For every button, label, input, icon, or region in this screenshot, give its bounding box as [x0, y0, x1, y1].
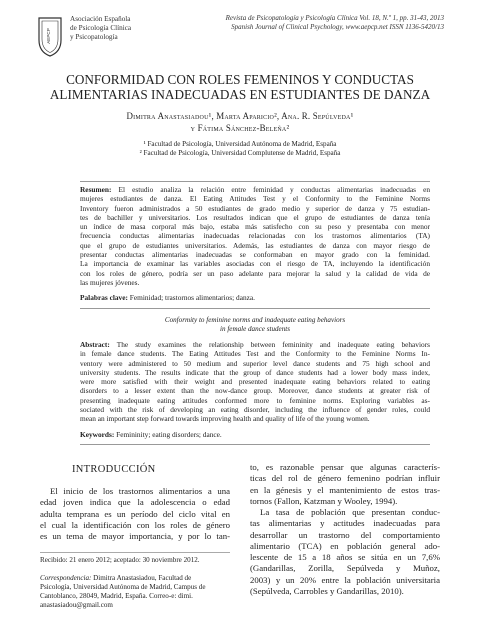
association-name: Asociación Española de Psicología Clínica y Psicopatología [70, 15, 132, 41]
correspondence-note: Correspondencia: Dimitra Anastasiadou, Facultad de Psicología, Universidad Autónoma de Madrid, Campus de Cantoblanco, 28049, Madrid, España. Correo-e: dimi. anastasiadou@gmail.com [40, 574, 230, 610]
abstract-divider-top [80, 181, 430, 182]
english-keywords: Keywords: Femininity; eating disorders; dance. [80, 430, 222, 439]
abstract-label: Abstract: [80, 340, 110, 349]
abstract-divider-bottom [80, 444, 430, 445]
affiliations: ¹ Facultad de Psicología, Universidad Autónoma de Madrid, España ² Facultad de Psicología, Universidad Complutense de Madrid, España [139, 140, 341, 158]
resumen-label: Resumen: [80, 185, 112, 194]
english-abstract: Abstract: The study examines the relationship between femininity and inadequate eating behaviors in female dance students. The Eating Attitudes Test and the Conformity to the Feminine Norms In- ventory were administered to 50 medium and superior level dance students and 75 high school and university students. The results indicate that the group of dance students had a lower body mass index, were more satisfied with their weight and presented inadequate eating behaviors related to eating disorders to a lesser extent than the now-dance group. Moreover, dance students at greater risk of presenting inadequate eating attitudes conformed more to feminine norms. Exploring variables as- sociated with the risk of developing an eating disorder, including the influence of gender roles, could mean an important step forward towards improving health and quality of life of the young women. [80, 340, 430, 424]
association-seal-icon [36, 14, 64, 58]
spanish-keywords: Palabras clave: Feminidad; trastornos alimentarios; danza. [80, 293, 255, 302]
footnote-divider [40, 552, 230, 553]
intro-right-column: to, es razonable pensar que algunas caracterís- ticas del rol de género femenino podrían influir en la génesis y el mantenimiento de estos tras- tornos (Fallon, Katzman y Wooley, 1994). La tasa de población que presentan conduc- tas alimentarias y actitudes inadecuadas para desarrollar un trastorno del comportamiento alimentario (TCA) en población general ado- lescente de 15 a 18 años se sitúa en un 7,6% (Gandarillas, Zorilla, Sepúlveda y Muñoz, 2003) y un 20% entre la población universitaria (Sepúlveda, Carrobles y Gandarillas, 2010). [250, 462, 440, 596]
abstract-divider-mid [80, 308, 430, 309]
contact-email: anastasiadou@gmail.com [40, 601, 113, 609]
article-title: CONFORMIDAD CON ROLES FEMENINOS Y CONDUCTAS ALIMENTARIAS INADECUADAS EN ESTUDIANTES DE DANZA [49, 72, 431, 102]
intro-left-column: El inicio de los trastornos alimentarios a una edad joven indica que la adolescencia o edad adulta temprana es un período del ciclo vital en el cual la identificación con los roles de género es un tema de mayor importancia, y por lo tan- [40, 486, 230, 541]
journal-line-1: Revista de Psicopatología y Psicología Clínica Vol. 18, N.º 1, pp. 31-43, 2013 [225, 14, 444, 22]
journal-citation [226, 14, 444, 32]
section-heading: INTRODUCCIÓN [72, 464, 156, 475]
seal-text: AEPCP [46, 28, 51, 44]
author-list: Dimitra Anastasiadou¹, Marta Aparicio², Ana. R. Sepúlveda¹ y Fátima Sánchez-Beleña² [126, 111, 354, 133]
spanish-abstract: Resumen: El estudio analiza la relación entre feminidad y conductas alimentarias inadecuadas en mujeres estudiantes de danza. El Eating Attitudes Test y el Conformity to the Feminine Norms Inventory fueron administrados a 50 estudiantes de grado medio y superior de danza y 75 estudian- tes de bachiller y universitarios. Los resultados indican que el grupo de estudiantes de danza tenía un índice de masa corporal más bajo, estaba más satisfecho con su peso y presentaba con menor frecuencia conductas alimentarias inadecuadas relacionadas con los trastornos alimentarios (TA) que el grupo de estudiantes universitarios. Además, las estudiantes de danza con mayor riesgo de presentar conductas alimentarias inadecuadas se conformaban en mayor grado con la feminidad. La importancia de examinar las variables asociadas con el riesgo de TA, incluyendo la identificación con los roles de género, podría ser un paso adelante para mejorar la salud y la calidad de vida de las mujeres jóvenes. [80, 185, 430, 287]
journal-line-2: Spanish Journal of Clinical Psychology, www.aepcp.net ISSN 1136-5420/13 [231, 23, 444, 32]
received-dates: Recibido: 21 enero 2012; aceptado: 30 noviembre 2012. [40, 556, 200, 564]
english-title: Conformity to feminine norms and inadequate eating behaviors in female dance students [164, 316, 346, 333]
